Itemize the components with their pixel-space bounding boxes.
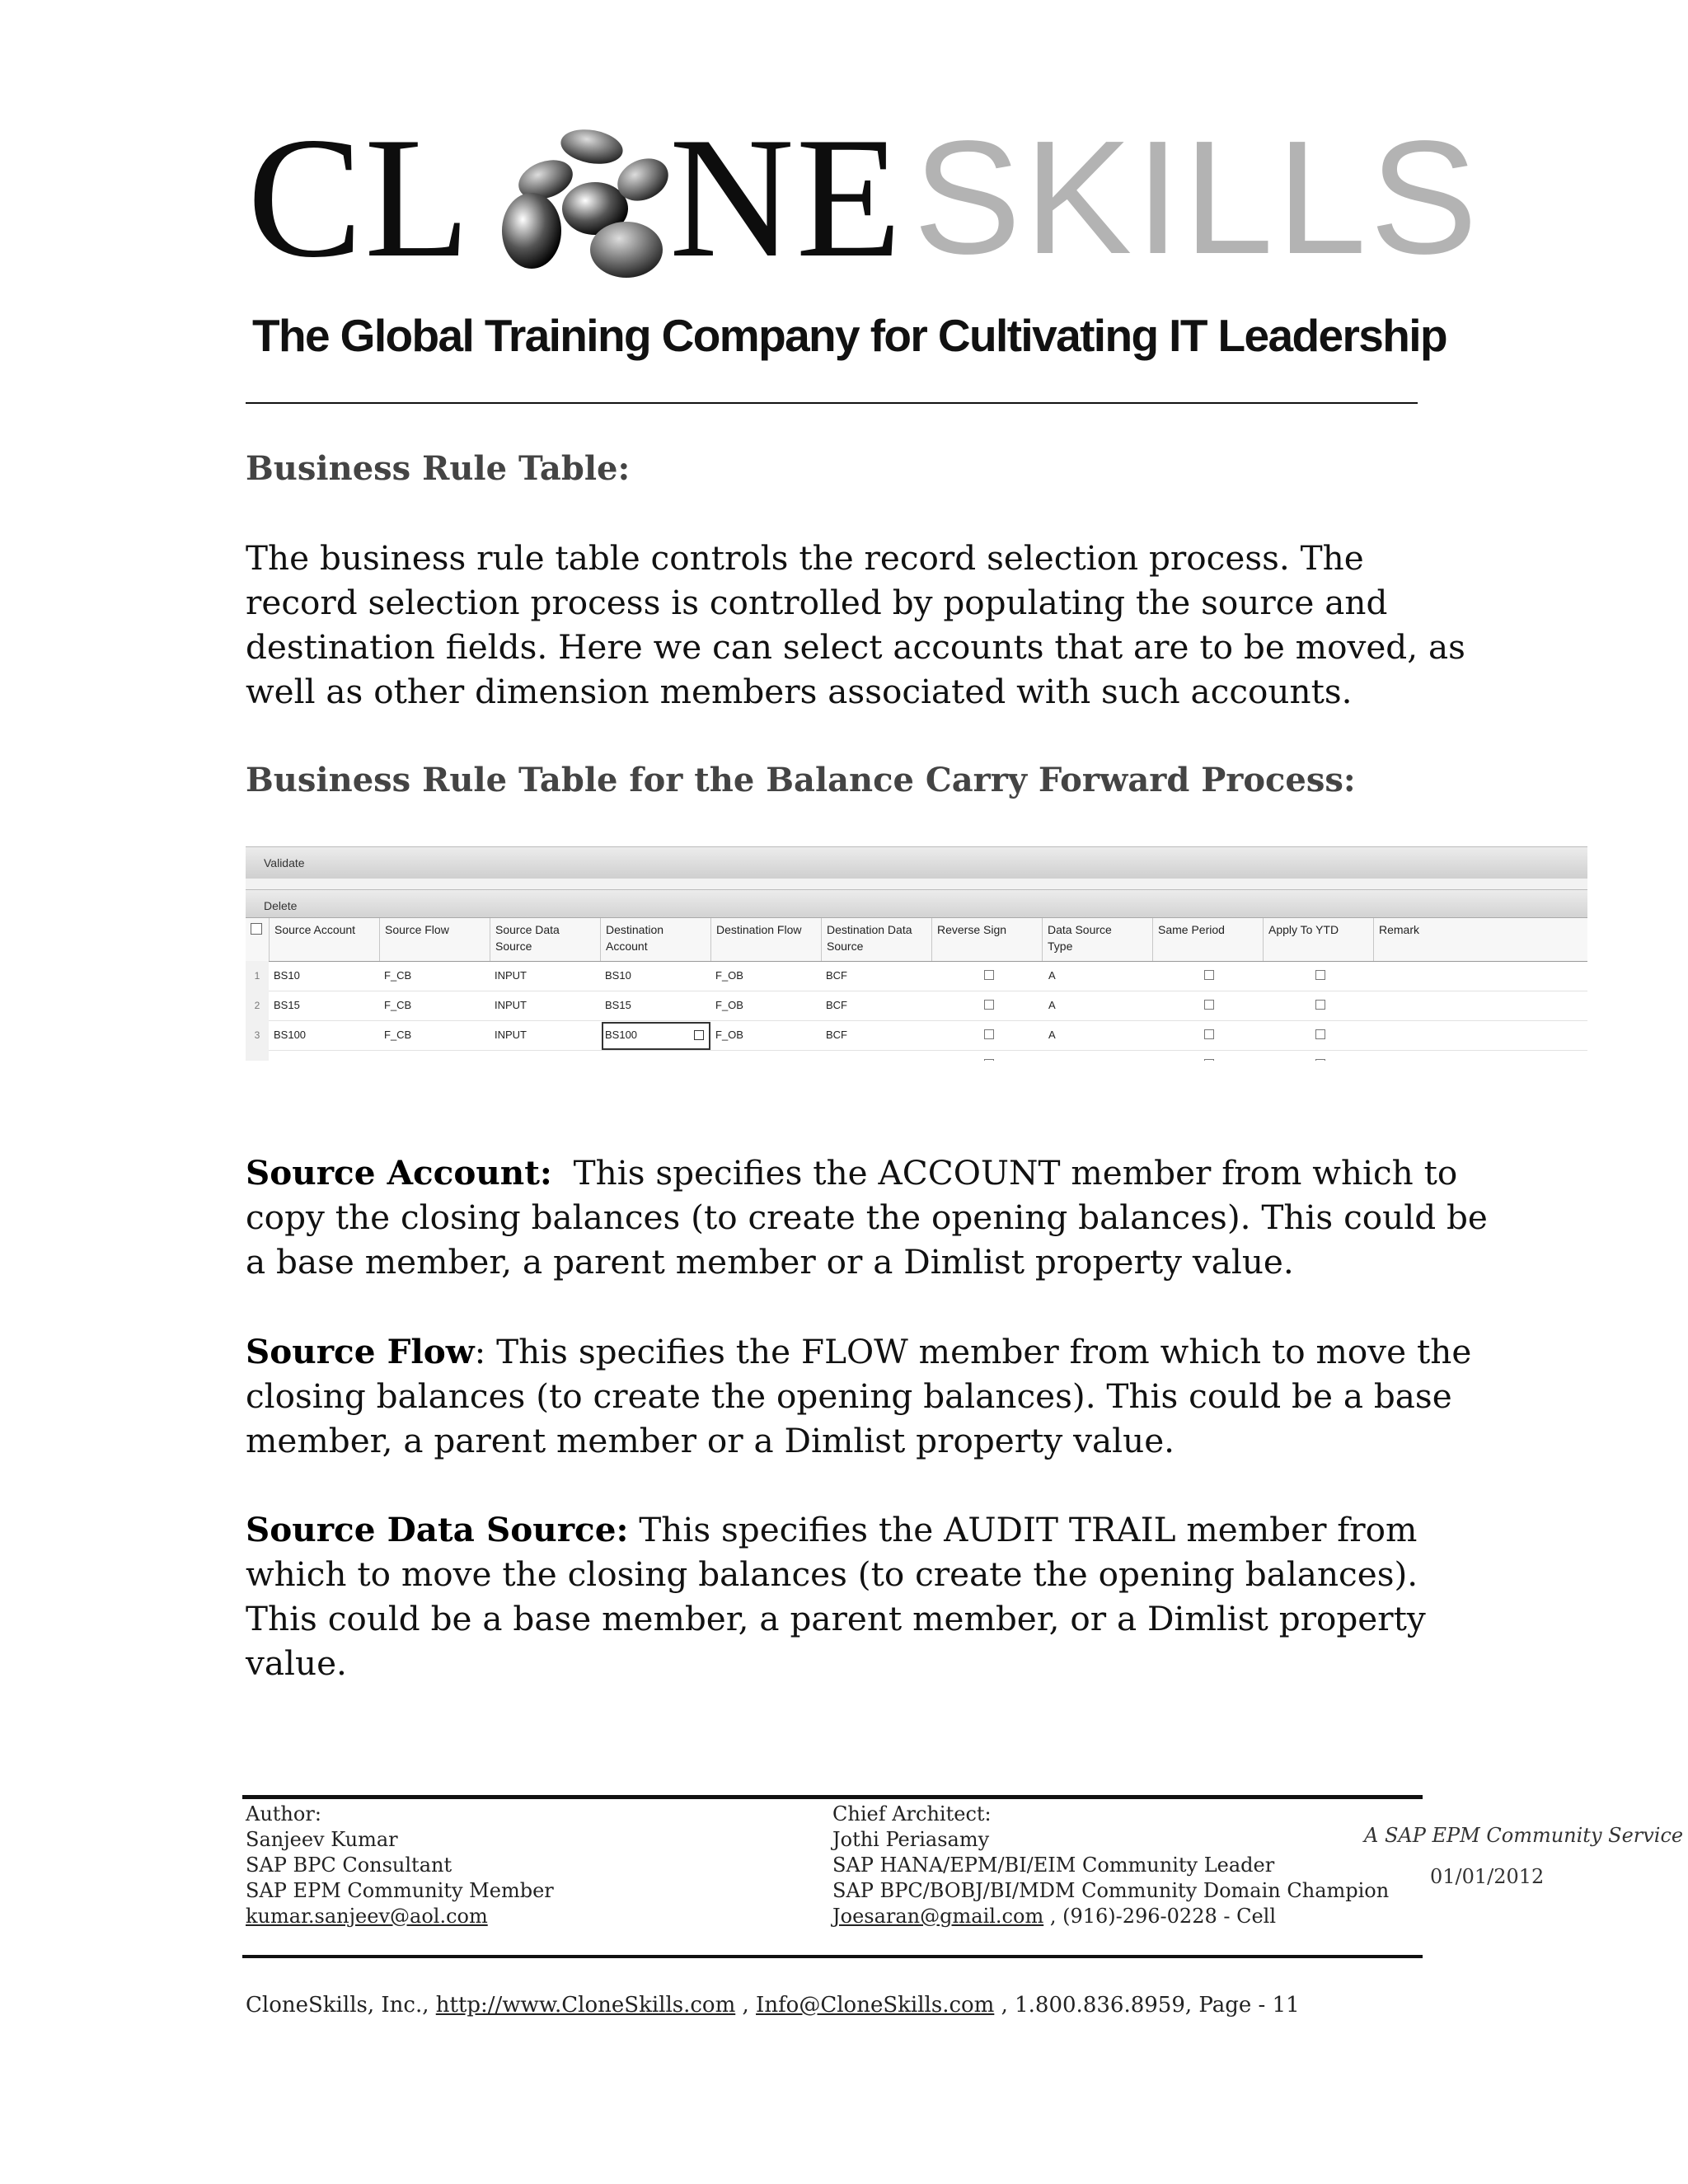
footer-divider-top bbox=[242, 1795, 1423, 1799]
definition-line: closing balances (to create the opening balances). This could be a base bbox=[246, 1376, 1452, 1416]
column-header[interactable] bbox=[1373, 918, 1587, 961]
document-date: 01/01/2012 bbox=[1430, 1865, 1545, 1888]
select-all-icon[interactable] bbox=[251, 923, 262, 935]
validate-toolbar bbox=[246, 846, 1587, 879]
column-header[interactable] bbox=[379, 918, 490, 961]
cell-destination-flow[interactable]: F_OB bbox=[715, 1029, 743, 1041]
author-name: Sanjeev Kumar bbox=[246, 1828, 398, 1851]
cell-source-account[interactable]: BS15 bbox=[274, 999, 300, 1011]
definition-line: member, a parent member or a Dimlist property value. bbox=[246, 1421, 1175, 1460]
column-header-label: Reverse Sign bbox=[937, 923, 1007, 936]
column-header-label: Destination Flow bbox=[716, 923, 802, 936]
term-source-account: Source Account: bbox=[246, 1153, 552, 1193]
cell-source-data-source[interactable]: INPUT bbox=[495, 1029, 527, 1041]
architect-block bbox=[832, 1802, 1389, 1929]
cell-source-flow[interactable]: F_CB bbox=[384, 969, 412, 982]
website-link[interactable]: http://www.CloneSkills.com bbox=[435, 1993, 736, 2018]
cell-destination-flow[interactable]: F_OB bbox=[715, 999, 743, 1011]
definition-source-data-source bbox=[246, 1507, 1432, 1685]
author-role: SAP EPM Community Member bbox=[246, 1879, 554, 1902]
cell-data-source-type[interactable]: A bbox=[1048, 999, 1056, 1011]
column-header[interactable] bbox=[821, 918, 931, 961]
definition-line: This could be a base member, a parent member, or a Dimlist property bbox=[246, 1599, 1426, 1638]
column-header-label: Source Account bbox=[274, 923, 356, 936]
cell-source-flow[interactable]: F_CB bbox=[384, 999, 412, 1011]
intro-line: well as other dimension members associated with such accounts. bbox=[246, 672, 1353, 711]
column-header-label: Remark bbox=[1379, 923, 1420, 936]
cell-destination-data-source[interactable]: BCF bbox=[826, 969, 847, 982]
rule-grid bbox=[246, 917, 1587, 1061]
cell-destination-data-source[interactable]: BCF bbox=[826, 1029, 847, 1041]
intro-paragraph bbox=[246, 536, 1465, 714]
apply-to-ytd-checkbox[interactable] bbox=[1315, 1000, 1325, 1010]
intro-line: The business rule table controls the record selection process. The bbox=[246, 538, 1364, 578]
architect-role: SAP BPC/BOBJ/BI/MDM Community Domain Champion bbox=[832, 1879, 1390, 1902]
architect-title: SAP HANA/EPM/BI/EIM Community Leader bbox=[832, 1854, 1275, 1877]
cell-destination-account[interactable]: BS10 bbox=[605, 969, 631, 982]
column-header[interactable] bbox=[931, 918, 1042, 961]
column-header[interactable] bbox=[710, 918, 821, 961]
info-email-link[interactable]: Info@CloneSkills.com bbox=[756, 1993, 995, 2018]
definition-line: : This specifies the FLOW member from which to move the bbox=[474, 1332, 1472, 1371]
intro-line: destination fields. Here we can select accounts that are to be moved, as bbox=[246, 627, 1465, 667]
table-row-empty[interactable] bbox=[246, 1050, 1587, 1061]
cloneskills-logo bbox=[247, 102, 1481, 293]
intro-line: record selection process is controlled by populating the source and bbox=[246, 583, 1388, 622]
reverse-sign-checkbox[interactable] bbox=[984, 970, 994, 980]
table-row[interactable] bbox=[246, 991, 1587, 1021]
row-number bbox=[246, 1050, 269, 1061]
reverse-sign-checkbox[interactable] bbox=[984, 1000, 994, 1010]
same-period-checkbox[interactable] bbox=[1204, 1029, 1214, 1039]
logo-text-cl: CL bbox=[247, 102, 472, 293]
column-header[interactable] bbox=[490, 918, 600, 961]
column-header-label: Destination bbox=[606, 923, 664, 936]
definition-line: This specifies the AUDIT TRAIL member from bbox=[628, 1510, 1418, 1549]
term-source-flow: Source Flow bbox=[246, 1332, 475, 1371]
company-contact-line bbox=[246, 1993, 1300, 2018]
definition-line: copy the closing balances (to create the opening balances). This could be bbox=[246, 1197, 1488, 1237]
term-source-data-source: Source Data Source: bbox=[246, 1510, 629, 1549]
same-period-checkbox[interactable] bbox=[1204, 1059, 1214, 1061]
cell-destination-account[interactable]: BS15 bbox=[605, 999, 631, 1011]
column-header-label: Source bbox=[827, 940, 864, 953]
architect-email-link[interactable]: Joesaran@gmail.com bbox=[832, 1905, 1044, 1928]
column-header[interactable] bbox=[1042, 918, 1152, 961]
architect-label: Chief Architect: bbox=[832, 1802, 992, 1825]
cell-destination-account[interactable]: BS100 bbox=[605, 1029, 638, 1041]
definition-line: a base member, a parent member or a Dimlist property value. bbox=[246, 1242, 1294, 1282]
column-header[interactable] bbox=[1152, 918, 1263, 961]
cell-source-data-source[interactable]: INPUT bbox=[495, 999, 527, 1011]
row-number: 1 bbox=[246, 961, 269, 991]
logo-text-skills: SKILLS bbox=[913, 107, 1481, 288]
column-header-label: Destination Data bbox=[827, 923, 912, 936]
value-help-icon[interactable] bbox=[694, 1030, 704, 1040]
tagline: The Global Training Company for Cultivating IT Leadership bbox=[252, 310, 1447, 361]
cell-source-account[interactable]: BS10 bbox=[274, 969, 300, 982]
column-header-label: Account bbox=[606, 940, 648, 953]
architect-phone: , (916)-296-0228 - Cell bbox=[1043, 1905, 1277, 1928]
grid-header bbox=[246, 918, 1587, 962]
column-header-label: Type bbox=[1048, 940, 1073, 953]
column-header-label: Source Flow bbox=[385, 923, 449, 936]
definition-source-account bbox=[246, 1151, 1488, 1284]
cell-source-account[interactable]: BS100 bbox=[274, 1029, 307, 1041]
table-row[interactable] bbox=[246, 961, 1587, 991]
section-heading: Business Rule Table: bbox=[246, 449, 631, 488]
column-header-label: Source bbox=[495, 940, 532, 953]
apply-to-ytd-checkbox[interactable] bbox=[1315, 1029, 1325, 1039]
definition-line: This specifies the ACCOUNT member from which to bbox=[573, 1153, 1458, 1193]
clone-dots-mark-icon bbox=[495, 122, 676, 279]
header-divider bbox=[246, 402, 1418, 404]
reverse-sign-checkbox[interactable] bbox=[984, 1029, 994, 1039]
column-header-label: Same Period bbox=[1158, 923, 1225, 936]
apply-to-ytd-checkbox[interactable] bbox=[1315, 970, 1325, 980]
column-header-label: Apply To YTD bbox=[1268, 923, 1339, 936]
column-header[interactable] bbox=[269, 918, 379, 961]
delete-button[interactable]: Delete bbox=[264, 899, 298, 912]
same-period-checkbox[interactable] bbox=[1204, 970, 1214, 980]
definition-line: which to move the closing balances (to create the opening balances). bbox=[246, 1554, 1418, 1594]
company-name: CloneSkills, Inc., bbox=[246, 1993, 436, 2018]
logo-text-ne: NE bbox=[669, 102, 903, 293]
cell-source-data-source[interactable]: INPUT bbox=[495, 969, 527, 982]
cell-source-flow[interactable]: F_CB bbox=[384, 1029, 412, 1041]
apply-to-ytd-checkbox[interactable] bbox=[1315, 1059, 1325, 1061]
column-header[interactable] bbox=[1263, 918, 1373, 961]
separator: , bbox=[735, 1993, 757, 2018]
definition-line: value. bbox=[246, 1643, 347, 1683]
cell-destination-data-source[interactable]: BCF bbox=[826, 999, 847, 1011]
table-row[interactable] bbox=[246, 1020, 1587, 1051]
phone-page: , 1.800.836.8959, Page - 11 bbox=[994, 1993, 1300, 2018]
column-header-label: Data Source bbox=[1048, 923, 1112, 936]
community-service-note: A SAP EPM Community Service bbox=[1364, 1824, 1684, 1847]
definition-source-flow bbox=[246, 1329, 1472, 1463]
column-header-label: Source Data bbox=[495, 923, 560, 936]
author-email-link[interactable]: kumar.sanjeev@aol.com bbox=[246, 1905, 488, 1928]
business-rule-table-screenshot bbox=[246, 846, 1587, 1061]
cell-data-source-type[interactable]: A bbox=[1048, 969, 1056, 982]
author-title: SAP BPC Consultant bbox=[246, 1854, 452, 1877]
validate-button[interactable]: Validate bbox=[264, 856, 305, 869]
row-number: 2 bbox=[246, 991, 269, 1020]
column-header[interactable] bbox=[600, 918, 710, 961]
author-block bbox=[246, 1802, 554, 1929]
author-label: Author: bbox=[246, 1802, 321, 1825]
reverse-sign-checkbox[interactable] bbox=[984, 1059, 994, 1061]
architect-name: Jothi Periasamy bbox=[832, 1828, 990, 1851]
footer-divider-bottom bbox=[242, 1955, 1423, 1958]
same-period-checkbox[interactable] bbox=[1204, 1000, 1214, 1010]
cell-destination-flow[interactable]: F_OB bbox=[715, 969, 743, 982]
row-number: 3 bbox=[246, 1020, 269, 1050]
cell-data-source-type[interactable]: A bbox=[1048, 1029, 1056, 1041]
subheading: Business Rule Table for the Balance Carry Forward Process: bbox=[246, 761, 1356, 799]
